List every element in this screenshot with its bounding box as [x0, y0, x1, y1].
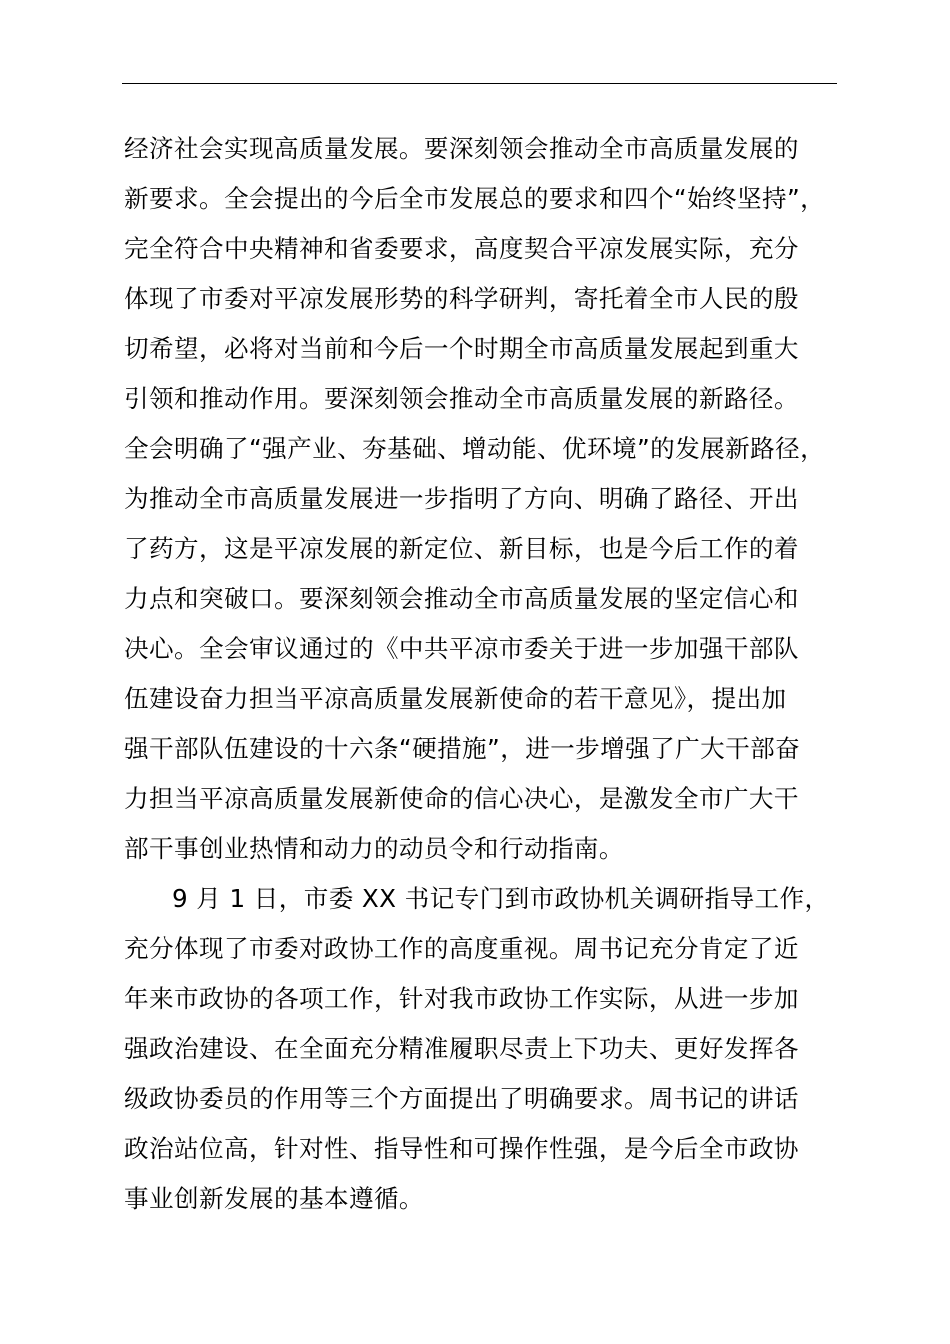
text-line: 事业创新发展的基本遵循。 [124, 1184, 424, 1213]
text-line: 完全符合中央精神和省委要求，高度契合平凉发展实际，充分 [124, 234, 799, 263]
text-line: 部干事创业热情和动力的动员令和行动指南。 [124, 834, 624, 863]
text-line: 伍建设奋力担当平凉高质量发展新使命的若干意见》，提出加 [124, 684, 787, 713]
text-line: 经济社会实现高质量发展。要深刻领会推动全市高质量发展的 [124, 134, 799, 163]
text-line: 决心。全会审议通过的《中共平凉市委关于进一步加强干部队 [124, 634, 799, 663]
text-line: 体现了市委对平凉发展形势的科学研判，寄托着全市人民的殷 [124, 284, 799, 313]
text-line: 力担当平凉高质量发展新使命的信心决心，是激发全市广大干 [124, 784, 799, 813]
text-line: 为推动全市高质量发展进一步指明了方向、明确了路径、开出 [124, 484, 799, 513]
text-line: 引领和推动作用。要深刻领会推动全市高质量发展的新路径。 [124, 384, 799, 413]
paragraph-first-line: 9 月 1 日，市委 XX 书记专门到市政协机关调研指导工作， [172, 884, 830, 913]
text-line: 力点和突破口。要深刻领会推动全市高质量发展的坚定信心和 [124, 584, 799, 613]
text-line: 强干部队伍建设的十六条“硬措施”，进一步增强了广大干部奋 [124, 734, 801, 763]
text-line: 政治站位高，针对性、指导性和可操作性强，是今后全市政协 [124, 1134, 799, 1163]
text-line: 切希望，必将对当前和今后一个时期全市高质量发展起到重大 [124, 334, 799, 363]
text-line: 充分体现了市委对政协工作的高度重视。周书记充分肯定了近 [124, 934, 799, 963]
text-line: 全会明确了“强产业、夯基础、增动能、优环境”的发展新路径， [124, 434, 826, 463]
header-rule [122, 83, 837, 84]
text-line: 了药方，这是平凉发展的新定位、新目标，也是今后工作的着 [124, 534, 799, 563]
text-line: 强政治建设、在全面充分精准履职尽责上下功夫、更好发挥各 [124, 1034, 799, 1063]
text-line: 级政协委员的作用等三个方面提出了明确要求。周书记的讲话 [124, 1084, 799, 1113]
text-line: 年来市政协的各项工作，针对我市政协工作实际，从进一步加 [124, 984, 799, 1013]
text-line: 新要求。全会提出的今后全市发展总的要求和四个“始终坚持”， [124, 184, 826, 213]
